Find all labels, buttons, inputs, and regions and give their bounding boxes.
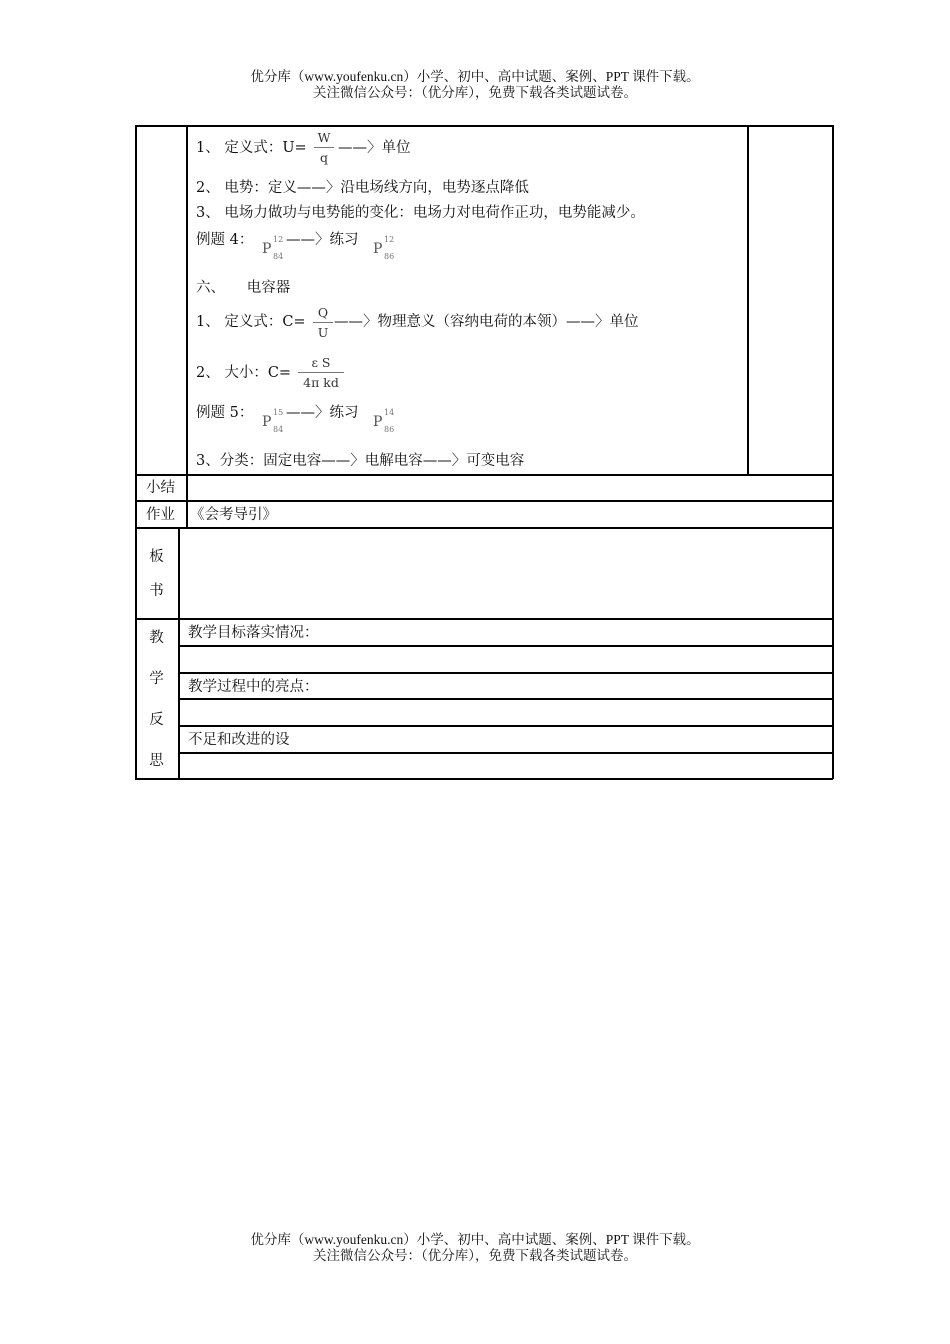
- work-energy-relation: 3、 电场力做功与电势能的变化：电场力对电荷作正功，电势能减少。: [196, 205, 645, 221]
- table-rule: [135, 618, 833, 620]
- fraction-bar: [298, 372, 344, 373]
- reflection-label-4: 思: [149, 753, 164, 769]
- table-divider-lower: [178, 527, 180, 779]
- example-5-label: 例题 5：: [196, 405, 254, 421]
- reflection-highlights: 教学过程中的亮点：: [188, 679, 319, 695]
- page-ref-sub: 86: [384, 425, 395, 434]
- page-ref: [373, 408, 395, 434]
- page-ref-sup: 14: [384, 408, 395, 417]
- reflection-label-3: 反: [149, 712, 164, 728]
- table-rule: [135, 474, 833, 476]
- page-ref-sup: 15: [273, 408, 284, 417]
- page-ref-letter: P: [262, 241, 272, 257]
- voltage-unit-text: ——〉单位: [338, 140, 411, 156]
- example-5-arrow: ——〉练习: [286, 405, 359, 421]
- homework-value: 《会考导引》: [190, 507, 277, 523]
- table-divider-label: [186, 125, 188, 527]
- page-ref-letter: P: [262, 414, 272, 430]
- table-border-top: [135, 125, 833, 127]
- header-line-1: 优分库（www.youfenku.cn）小学、初中、高中试题、案例、PPT 课件下载。: [250, 69, 700, 84]
- table-divider-notes: [747, 125, 749, 475]
- reflection-label-2: 学: [149, 671, 164, 687]
- page-ref-sup: 12: [273, 235, 284, 244]
- fraction-numerator: ε S: [311, 355, 331, 370]
- fraction-capacitance-formula: [298, 355, 344, 390]
- page-ref-letter: P: [373, 241, 383, 257]
- section-6-heading: 六、 电容器: [196, 280, 291, 296]
- capacitor-classification: 3、分类：固定电容——〉电解电容——〉可变电容: [196, 453, 525, 469]
- table-rule: [135, 500, 833, 502]
- fraction-q-over-u: [313, 305, 333, 340]
- page-footer: [0, 1231, 950, 1265]
- page-ref-sup: 12: [384, 235, 395, 244]
- reflection-label-1: 教: [149, 630, 164, 646]
- fraction-numerator: W: [317, 130, 331, 145]
- footer-line-1: 优分库（www.youfenku.cn）小学、初中、高中试题、案例、PPT 课件下载。: [250, 1232, 700, 1247]
- fraction-numerator: Q: [317, 305, 329, 320]
- page-ref-letter: P: [373, 414, 383, 430]
- fraction-w-over-q: [314, 130, 334, 165]
- fraction-bar: [313, 322, 333, 323]
- summary-label: 小结: [146, 480, 175, 496]
- example-4-arrow: ——〉练习: [286, 232, 359, 248]
- page-ref-sub: 84: [273, 425, 284, 434]
- fraction-denominator: q: [319, 150, 328, 165]
- table-border-bottom: [135, 778, 833, 780]
- example-4-label: 例题 4：: [196, 232, 254, 248]
- board-label-1: 板: [149, 549, 164, 565]
- footer-line-2: 关注微信公众号：（优分库），免费下载各类试题试卷。: [313, 1248, 637, 1264]
- page-ref: [262, 235, 284, 261]
- potential-definition: 2、 电势：定义——〉沿电场线方向，电势逐点降低: [196, 180, 529, 196]
- page-ref-sub: 86: [384, 252, 395, 261]
- fraction-bar: [314, 147, 334, 148]
- table-rule: [178, 672, 833, 674]
- page-ref: [262, 408, 284, 434]
- table-rule: [178, 725, 833, 727]
- page-ref: [373, 235, 395, 261]
- table-rule: [178, 645, 833, 647]
- header-line-2: 关注微信公众号：（优分库），免费下载各类试题试卷。: [313, 85, 637, 101]
- voltage-definition-label: 1、 定义式：U=: [196, 140, 307, 156]
- page-header: [0, 68, 950, 102]
- capacitance-meaning-text: ——〉物理意义（容纳电荷的本领）——〉单位: [334, 314, 639, 330]
- capacitance-definition-label: 1、 定义式：C=: [196, 314, 306, 330]
- fraction-denominator: U: [317, 325, 329, 340]
- table-rule: [135, 527, 833, 529]
- table-rule: [178, 698, 833, 700]
- board-label-2: 书: [149, 583, 164, 599]
- capacitance-size-label: 2、 大小：C=: [196, 365, 292, 381]
- homework-label: 作业: [146, 507, 175, 523]
- page-ref-sub: 84: [273, 252, 284, 261]
- reflection-goal-status: 教学目标落实情况：: [188, 625, 319, 641]
- table-rule: [178, 752, 833, 754]
- fraction-denominator: 4π kd: [303, 375, 339, 390]
- table-border-right: [832, 125, 834, 779]
- reflection-improvements: 不足和改进的设: [188, 732, 290, 748]
